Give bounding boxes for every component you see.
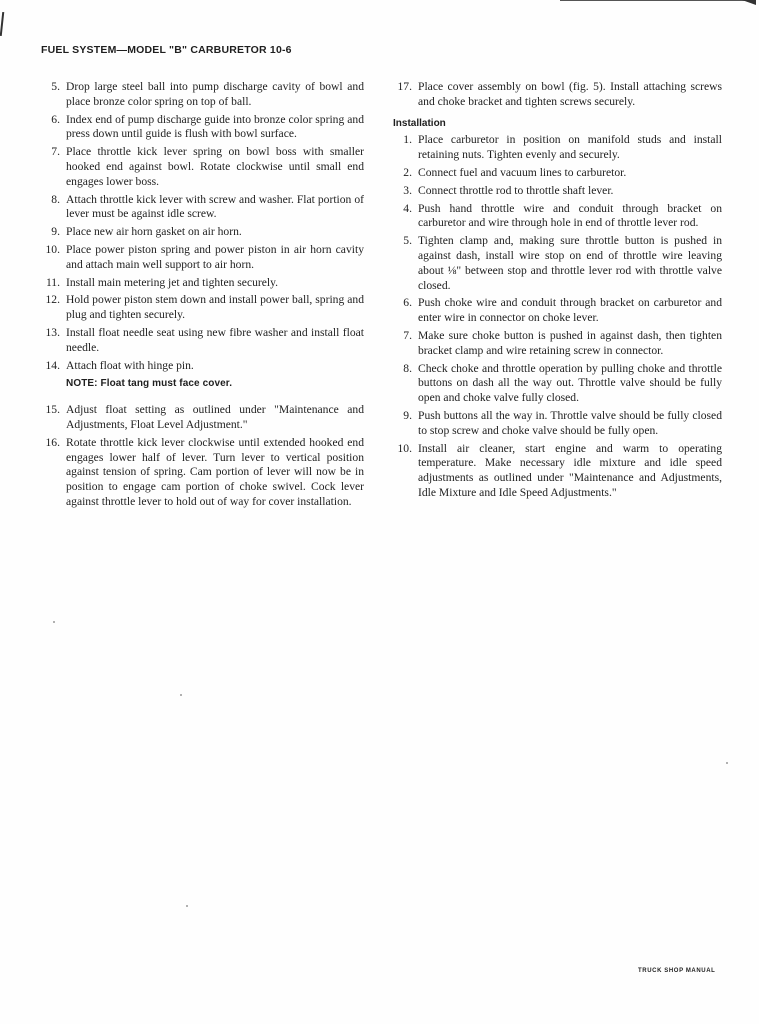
step-number: 5. (403, 234, 412, 248)
step-number: 8. (403, 361, 412, 375)
step-item (390, 80, 722, 110)
step-item (390, 362, 722, 406)
step-text: Push buttons all the way in. Throttle valve should be fully closed to stop screw and choke valve should be fully open. (418, 408, 722, 437)
step-item (390, 296, 722, 326)
page-header: FUEL SYSTEM—MODEL "B" CARBURETOR 10-6 (41, 44, 292, 56)
step-text: Connect fuel and vacuum lines to carburetor. (418, 165, 627, 179)
step-number: 5. (51, 80, 60, 93)
step-number: 13. (45, 325, 60, 339)
top-edge-rule (560, 0, 750, 1)
scan-speck (180, 694, 182, 696)
step-item (390, 409, 722, 439)
step-number: 9. (51, 225, 60, 239)
scan-edge-mark (0, 12, 4, 36)
step-item (38, 225, 364, 240)
step-text: Push hand throttle wire and conduit through bracket on carburetor and wire through hole in end of throttle lever rod. (418, 201, 722, 230)
step-number: 4. (403, 201, 412, 215)
step-item (38, 193, 364, 223)
step-number: 6. (403, 296, 412, 310)
step-item (38, 326, 364, 356)
installation-heading: Installation (393, 117, 446, 129)
step-item (38, 293, 364, 323)
step-item (38, 145, 364, 189)
step-item (390, 184, 722, 199)
step-item (38, 403, 364, 433)
step-text: Check choke and throttle operation by pulling choke and throttle buttons on dash all the way out. Throttle valve should be fully open and choke valve fully closed. (418, 361, 722, 405)
step-text: Install air cleaner, start engine and warm to operating temperature. Make necessary idle mixture and idle speed adjustments as outlined under "Maintenance and Adjustments, Idle Mixture and Idle Speed Adjustments." (418, 441, 722, 499)
step-text: Rotate throttle kick lever clockwise until extended hooked end engages lower half of lever. Turn lever to vertical position against tension of spring. Cam portion of lever will now be in position to engage cam portion of choke swivel. Cock lever against throttle lever to hold out of way for cover installation. (66, 435, 364, 508)
scan-speck (53, 621, 55, 623)
step-number: 7. (51, 145, 60, 159)
step-item (390, 133, 722, 163)
scan-speck (726, 762, 728, 764)
step-text: Install main metering jet and tighten securely. (66, 275, 279, 289)
step-item (38, 80, 364, 110)
step-number: 7. (403, 328, 412, 342)
scan-speck (186, 905, 188, 907)
step-item (38, 359, 364, 374)
step-text: Make sure choke button is pushed in against dash, then tighten bracket clamp and wire retaining screw in connector. (418, 328, 722, 357)
step-number: 9. (403, 408, 412, 422)
step-number: 8. (51, 192, 60, 206)
step-number: 12. (45, 293, 60, 307)
left-column (38, 80, 364, 513)
step-item (390, 329, 722, 359)
step-item (390, 234, 722, 293)
step-text: Connect throttle rod to throttle shaft lever. (418, 183, 614, 197)
step-item (38, 243, 364, 273)
step-item (38, 113, 364, 143)
step-item (390, 442, 722, 501)
step-text: Push choke wire and conduit through bracket on carburetor and enter wire in connector on choke lever. (418, 296, 722, 325)
right-column (390, 80, 722, 504)
step-text: Tighten clamp and, making sure throttle button is pushed in against dash, install wire stop on end of throttle wire leaving about ⅛" between stop and throttle lever rod with throttle valve closed. (418, 234, 722, 292)
step-text: Place throttle kick lever spring on bowl boss with smaller hooked end against bowl. Rotate clockwise until small end engages lower boss. (66, 145, 364, 188)
step-number: 6. (51, 112, 60, 126)
step-number: 17. (397, 80, 412, 93)
step-text: Install float needle seat using new fibre washer and install float needle. (66, 325, 364, 354)
step-text: Hold power piston stem down and install power ball, spring and plug and tighten securely. (66, 293, 364, 322)
step-number: 2. (403, 165, 412, 179)
step-item (390, 202, 722, 232)
step-number: 16. (45, 435, 60, 449)
step-number: 1. (403, 133, 412, 147)
step-number: 14. (45, 358, 60, 372)
step-text: Place power piston spring and power piston in air horn cavity and attach main well support to air horn. (66, 242, 364, 271)
step-text: Drop large steel ball into pump discharge cavity of bowl and place bronze color spring on top of ball. (66, 80, 364, 108)
step-text: Place new air horn gasket on air horn. (66, 225, 242, 239)
step-text: Place carburetor in position on manifold studs and install retaining nuts. Tighten evenly and securely. (418, 133, 722, 162)
step-number: 15. (45, 403, 60, 417)
step-item (390, 166, 722, 181)
step-text: Place cover assembly on bowl (fig. 5). Install attaching screws and choke bracket and tighten screws securely. (418, 80, 722, 108)
step-number: 10. (397, 441, 412, 455)
step-item (38, 276, 364, 291)
step-text: Attach throttle kick lever with screw and washer. Flat portion of lever must be against idle screw. (66, 192, 364, 221)
float-tang-note: NOTE: Float tang must face cover. (66, 378, 233, 390)
step-text: Adjust float setting as outlined under "Maintenance and Adjustments, Float Level Adjustment." (66, 403, 364, 431)
step-text: Attach float with hinge pin. (66, 358, 194, 372)
step-number: 10. (45, 242, 60, 256)
step-number: 11. (45, 275, 60, 289)
step-number: 3. (403, 183, 412, 197)
page-footer: TRUCK SHOP MANUAL (638, 968, 716, 974)
step-text: Index end of pump discharge guide into bronze color spring and press down until guide is flush with bowl surface. (66, 112, 364, 141)
step-item (38, 436, 364, 510)
